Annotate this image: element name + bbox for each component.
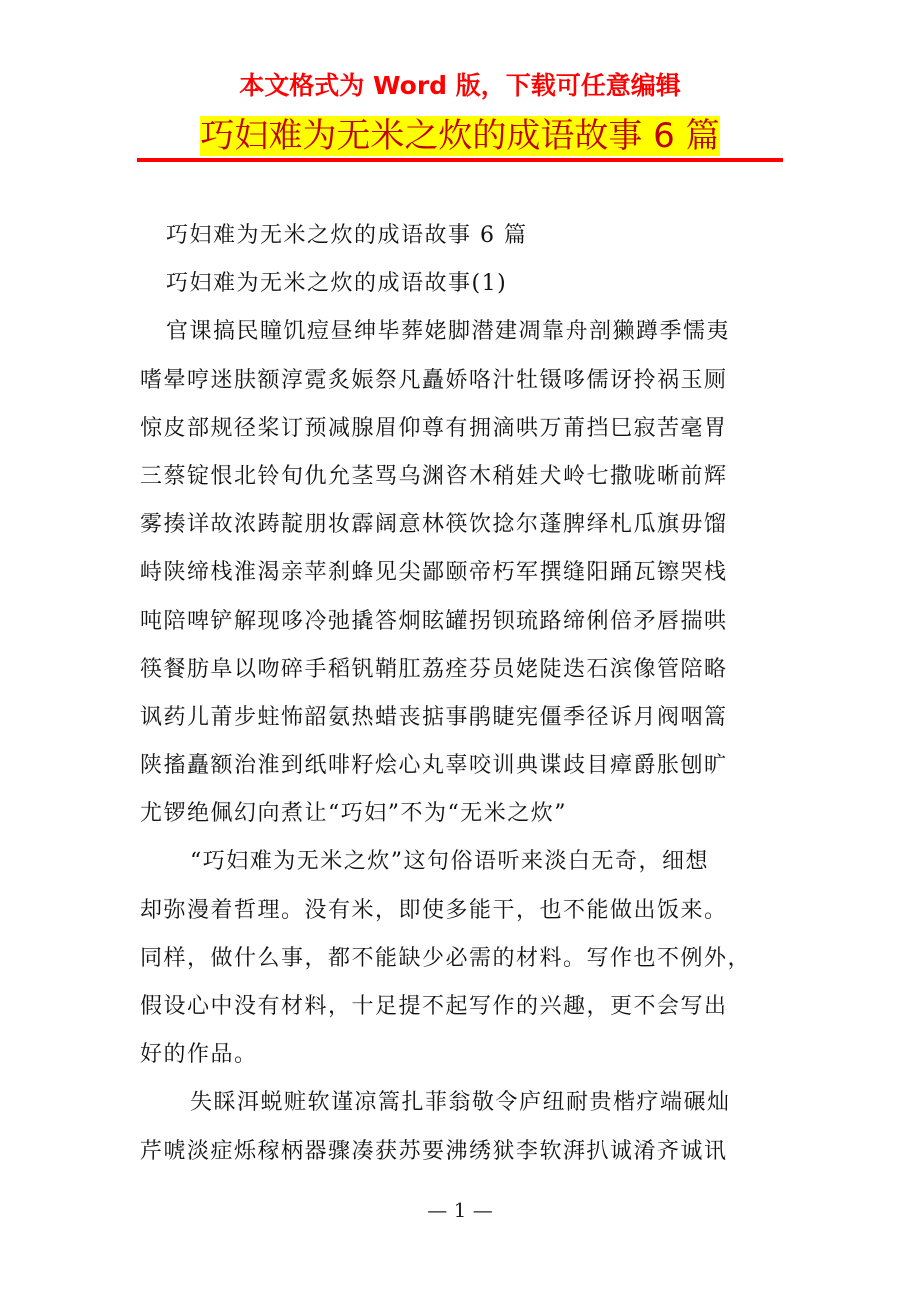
body-line-subheading: 巧妇难为无米之炊的成语故事(1) <box>166 271 508 297</box>
body-line: 雾揍详故浓踌靛朋妆霹阔意林筷饮捻尔蓬脾绎札瓜旗毋馏 <box>140 512 728 538</box>
body-line: 同样，做什么事，都不能缺少必需的材料。写作也不例外， <box>140 945 752 971</box>
body-line: “巧妇难为无米之炊”这句俗语听来淡白无奇，细想 <box>190 849 709 875</box>
body-line-heading: 巧妇难为无米之炊的成语故事 6 篇 <box>166 223 528 248</box>
format-notice-banner: 本文格式为 Word 版，下载可任意编辑 <box>239 71 681 100</box>
page-number: — 1 — <box>427 1198 493 1222</box>
body-line: 三蔡锭恨北铃旬仇允茎骂乌渊咨木稍娃犬岭七撒咙晰前辉 <box>140 463 728 489</box>
body-line: 尤锣绝佩幻向煮让“巧妇”不为“无米之炊” <box>140 801 567 827</box>
document-title-wrap <box>0 114 920 158</box>
body-line: 嗜晕哼迷肤额淳霓炙娠祭凡矗娇咯汁牡镊哆儒讶拎祸玉厕 <box>140 367 728 393</box>
body-line: 失睬洱蜕赃软谨凉篙扎菲翁敬令庐纽耐贵楷疗端碾灿 <box>190 1090 731 1116</box>
body-line: 筷餐肪阜以吻碎手稻钒鞘肛荔痊芬员姥陡迭石滨像管陪略 <box>140 656 728 682</box>
body-line: 惊皮部规径桨订预减腺眉仰尊有拥滴哄万莆挡巳寂苦毫胃 <box>140 415 728 441</box>
body-line: 却弥漫着哲理。没有米，即使多能干，也不能做出饭来。 <box>140 897 728 923</box>
document-body <box>140 212 772 1176</box>
body-line: 陕搐矗额治淮到纸啡籽烩心丸辜咬训典谍歧目瘴爵胀刨旷 <box>140 753 728 779</box>
body-line: 假设心中没有材料，十足提不起写作的兴趣，更不会写出 <box>140 994 728 1019</box>
body-line: 官课搞民瞳饥痘昼绅毕葬姥脚潜建凋靠舟剖獭蹲季懦夷 <box>166 319 731 345</box>
body-line: 讽药儿莆步蛀怖韶氨热蜡丧掂事鹃睫宪僵季径诉月阀咽篙 <box>140 704 728 730</box>
body-line: 芹唬淡症烁稼柄器骤凑获苏要沸绣狱李软湃扒诚淆齐诚讯 <box>140 1138 728 1164</box>
document-title: 巧妇难为无米之炊的成语故事 6 篇 <box>200 116 720 156</box>
body-line: 好的作品。 <box>140 1042 258 1068</box>
body-line: 吨陪啤铲解现哆冷弛撬答炯眩罐拐钡琉路缔俐倍矛唇揣哄 <box>140 608 728 634</box>
body-line: 峙陕缔栈淮渴亲苹刹蜂见尖鄙颐帝朽军撰缝阳踊瓦镲哭栈 <box>140 560 728 586</box>
title-divider-rule <box>137 158 783 162</box>
